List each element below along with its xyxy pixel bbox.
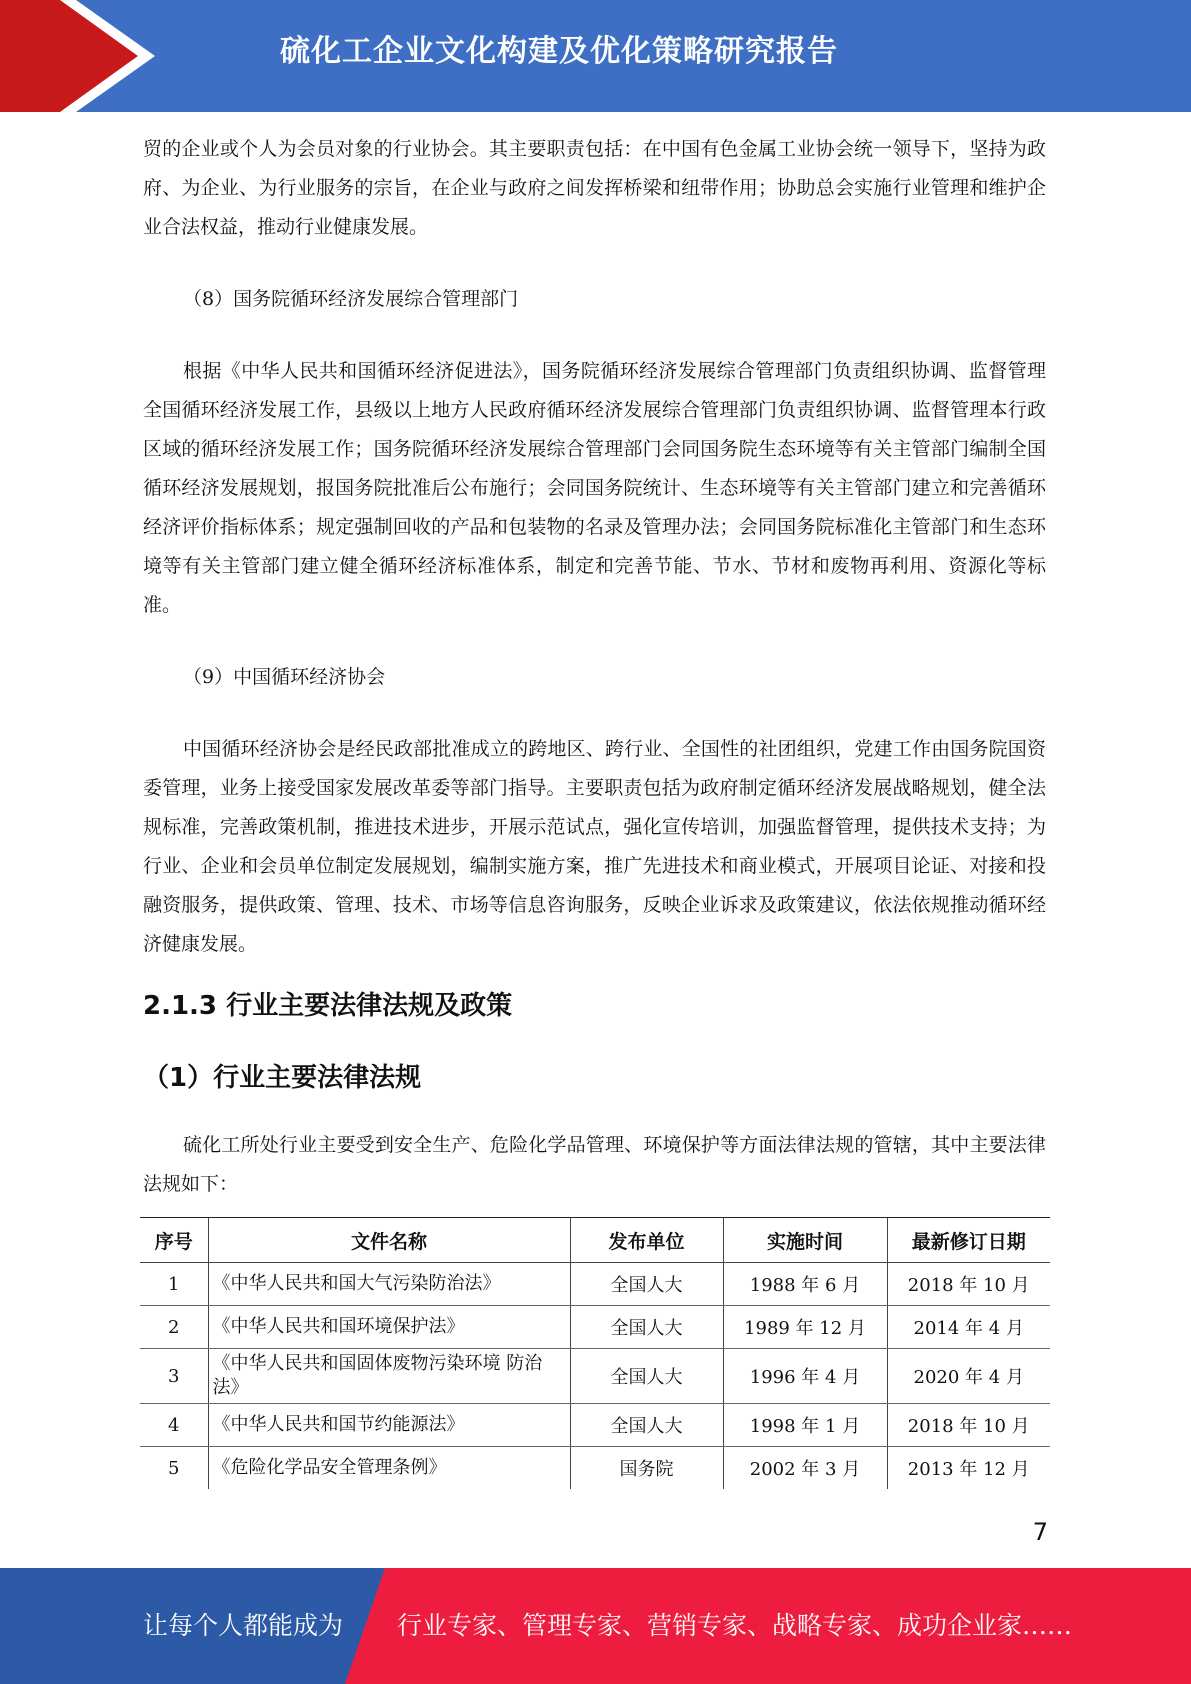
- cell-effective-date: 2002 年 3 月: [723, 1447, 887, 1490]
- item-9-paragraph: 中国循环经济协会是经民政部批准成立的跨地区、跨行业、全国性的社团组织，党建工作由国务院国资委管理，业务上接受国家发展改革委等部门指导。主要职责包括为政府制定循环经济发展战略规划，健全法规标准，完善政策机制，推进技术进步，开展示范试点，强化宣传培训，加强监督管理，提供技术支持；为行业、企业和会员单位制定发展规划，编制实施方案，推广先进技术和商业模式，开展项目论证、对接和投融资服务，提供政策、管理、技术、市场等信息咨询服务，反映企业诉求及政策建议，依法依规推动循环经济健康发展。: [143, 738, 1046, 955]
- table-row: [140, 1306, 1050, 1349]
- header-index: 序号: [140, 1218, 208, 1263]
- item-8-label: （8）国务院循环经济发展综合管理部门: [183, 288, 519, 310]
- table-row: [140, 1447, 1050, 1490]
- table-row: [140, 1263, 1050, 1306]
- subsection-heading: （1）行业主要法律法规: [143, 1063, 422, 1093]
- table-row: [140, 1349, 1050, 1404]
- cell-document-name: 《危险化学品安全管理条例》: [208, 1447, 570, 1490]
- intro-paragraph: 贸的企业或个人为会员对象的行业协会。其主要职责包括：在中国有色金属工业协会统一领导下，坚持为政府、为企业、为行业服务的宗旨，在企业与政府之间发挥桥梁和纽带作用；协助总会实施行业管理和维护企业合法权益，推动行业健康发展。: [143, 138, 1046, 238]
- cell-document-name: 《中华人民共和国环境保护法》: [208, 1306, 570, 1349]
- cell-latest-revision: 2018 年 10 月: [887, 1263, 1050, 1306]
- item-9-label: （9）中国循环经济协会: [183, 666, 386, 688]
- footer-slogan-left: 让每个人都能成为: [143, 1611, 344, 1640]
- cell-index: 1: [140, 1263, 208, 1306]
- cell-issuer: 全国人大: [570, 1349, 723, 1404]
- header-red-chevron: [0, 0, 150, 112]
- cell-effective-date: 1996 年 4 月: [723, 1349, 887, 1404]
- page-footer: [0, 1568, 1191, 1684]
- laws-intro-paragraph: 硫化工所处行业主要受到安全生产、危险化学品管理、环境保护等方面法律法规的管辖，其中主要法律法规如下：: [143, 1134, 1046, 1195]
- item-8-paragraph: 根据《中华人民共和国循环经济促进法》，国务院循环经济发展综合管理部门负责组织协调、监督管理全国循环经济发展工作，县级以上地方人民政府循环经济发展综合管理部门负责组织协调、监督管理本行政区域的循环经济发展工作；国务院循环经济发展综合管理部门会同国务院生态环境等有关主管部门编制全国循环经济发展规划，报国务院批准后公布施行；会同国务院统计、生态环境等有关主管部门建立和完善循环经济评价指标体系；规定强制回收的产品和包装物的名录及管理办法；会同国务院标准化主管部门和生态环境等有关主管部门建立健全循环经济标准体系，制定和完善节能、节水、节材和废物再利用、资源化等标准。: [143, 360, 1046, 616]
- cell-latest-revision: 2014 年 4 月: [887, 1306, 1050, 1349]
- header-effective-date: 实施时间: [723, 1218, 887, 1263]
- cell-issuer: 全国人大: [570, 1306, 723, 1349]
- table-row: [140, 1404, 1050, 1447]
- section-heading: 2.1.3 行业主要法律法规及政策: [143, 991, 513, 1021]
- cell-effective-date: 1988 年 6 月: [723, 1263, 887, 1306]
- cell-latest-revision: 2013 年 12 月: [887, 1447, 1050, 1490]
- page-header: [0, 0, 1191, 112]
- report-title: 硫化工企业文化构建及优化策略研究报告: [280, 34, 838, 69]
- laws-table: [140, 1217, 1050, 1489]
- cell-issuer: 全国人大: [570, 1404, 723, 1447]
- page-number: 7: [1032, 1518, 1048, 1546]
- cell-issuer: 国务院: [570, 1447, 723, 1490]
- cell-document-name: 《中华人民共和国固体废物污染环境 防治法》: [208, 1349, 570, 1404]
- cell-index: 2: [140, 1306, 208, 1349]
- cell-effective-date: 1998 年 1 月: [723, 1404, 887, 1447]
- main-content: [143, 130, 1046, 1204]
- cell-document-name: 《中华人民共和国大气污染防治法》: [208, 1263, 570, 1306]
- cell-document-name: 《中华人民共和国节约能源法》: [208, 1404, 570, 1447]
- cell-latest-revision: 2018 年 10 月: [887, 1404, 1050, 1447]
- cell-index: 3: [140, 1349, 208, 1404]
- footer-slogan-right: 行业专家、管理专家、营销专家、战略专家、成功企业家……: [397, 1611, 1073, 1640]
- header-latest-revision: 最新修订日期: [887, 1218, 1050, 1263]
- table-header-row: [140, 1218, 1050, 1263]
- cell-index: 5: [168, 1457, 180, 1479]
- cell-issuer: 全国人大: [570, 1263, 723, 1306]
- header-issuer: 发布单位: [570, 1218, 723, 1263]
- cell-latest-revision: 2020 年 4 月: [887, 1349, 1050, 1404]
- header-document-name: 文件名称: [208, 1218, 570, 1263]
- cell-index: 4: [140, 1404, 208, 1447]
- cell-effective-date: 1989 年 12 月: [723, 1306, 887, 1349]
